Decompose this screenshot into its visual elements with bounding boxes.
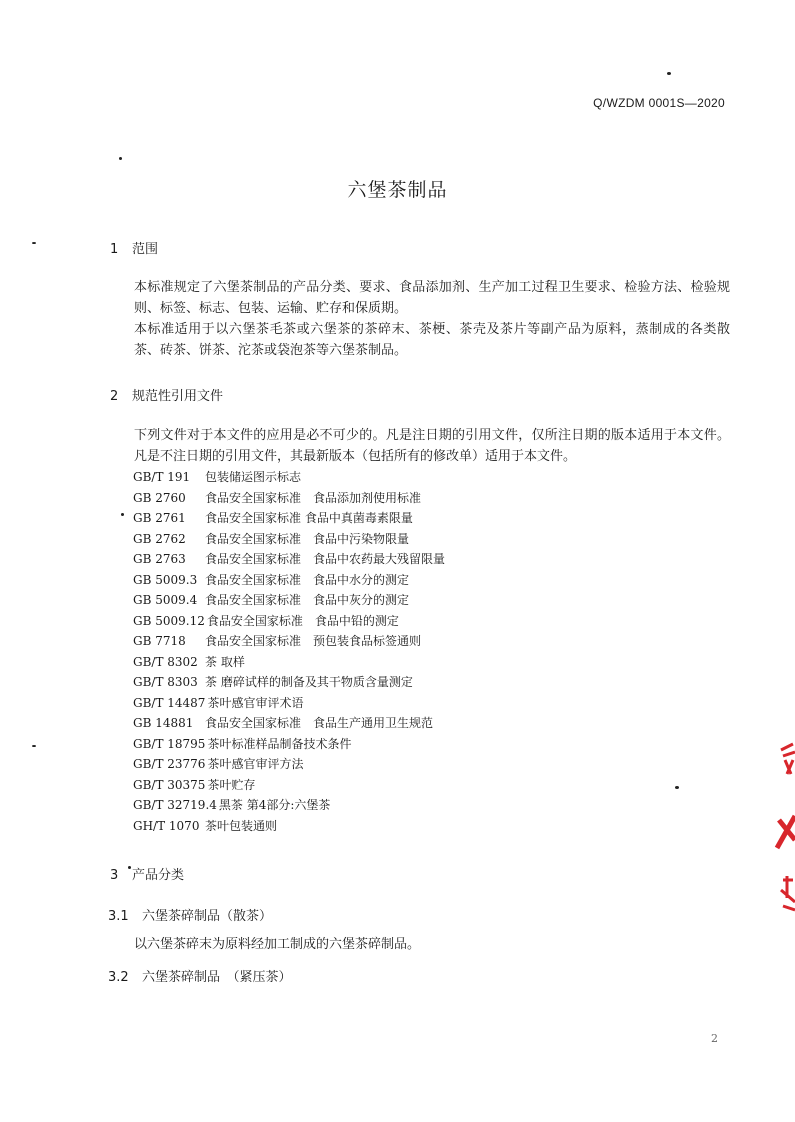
scan-speck xyxy=(667,72,671,75)
reference-code: GB 7718 xyxy=(133,634,186,648)
reference-title: 茶 取样 xyxy=(205,654,245,669)
reference-item xyxy=(133,672,445,693)
scope-paragraph-2: 本标准适用于以六堡茶毛茶或六堡茶的茶碎末、茶梗、茶壳及茶片等副产品为原料，蒸制成的各类散茶、砖茶、饼茶、沱茶或袋泡茶等六堡茶制品。 xyxy=(134,322,730,358)
reference-code: GB 2760 xyxy=(133,490,186,505)
scan-speck xyxy=(675,786,679,789)
references-intro: 下列文件对于本文件的应用是必不可少的。凡是注日期的引用文件，仅所注日期的版本适用于本文件。凡是不注日期的引用文件，其最新版本（包括所有的修改单）适用于本文件。 xyxy=(134,428,730,464)
reference-code: GB 2762 xyxy=(133,531,186,546)
subsection-number: 3.1 xyxy=(108,909,129,924)
section-number: 1 xyxy=(110,242,119,257)
reference-item xyxy=(133,549,445,570)
reference-code: GB/T 8302 xyxy=(133,654,198,669)
section-title: 范围 xyxy=(132,242,159,257)
subsection-3-1-heading xyxy=(108,905,272,924)
reference-item xyxy=(133,754,445,775)
scan-speck xyxy=(32,242,36,244)
section-2-intro xyxy=(108,425,730,467)
reference-item xyxy=(133,713,445,734)
reference-title: 食品安全国家标准 食品中铅的测定 xyxy=(206,613,399,628)
reference-title: 黑茶 第4部分:六堡茶 xyxy=(218,798,331,812)
section-number: 3 xyxy=(110,868,119,883)
scan-speck xyxy=(32,745,36,747)
reference-item xyxy=(133,570,445,591)
section-1-heading xyxy=(110,238,158,257)
reference-list xyxy=(133,467,445,836)
scan-speck xyxy=(121,513,124,516)
reference-title: 茶叶标准样品制备技术条件 xyxy=(207,736,352,751)
page-number: 2 xyxy=(711,1032,718,1045)
reference-item xyxy=(133,508,445,529)
scan-speck xyxy=(128,866,131,869)
reference-title: 茶 磨碎试样的制备及其干物质含量测定 xyxy=(205,675,413,689)
reference-item xyxy=(133,775,445,796)
reference-item xyxy=(133,693,445,714)
scope-paragraph-1: 本标准规定了六堡茶制品的产品分类、要求、食品添加剂、生产加工过程卫生要求、检验方法、检验规则、标签、标志、包装、运输、贮存和保质期。 xyxy=(134,280,730,316)
reference-item xyxy=(133,529,445,550)
reference-title: 食品安全国家标准 食品中水分的测定 xyxy=(205,572,410,587)
subsection-number: 3.2 xyxy=(108,970,129,985)
reference-code: GB/T 18795 xyxy=(133,736,206,751)
reference-title: 包装储运图示标志 xyxy=(205,470,302,484)
reference-title: 食品安全国家标准 食品中农药最大残留限量 xyxy=(205,552,446,566)
reference-title: 茶叶感官审评方法 xyxy=(207,757,304,771)
subsection-title: 六堡茶碎制品（散茶） xyxy=(142,909,273,924)
reference-code: GB/T 191 xyxy=(133,470,191,484)
reference-item xyxy=(133,611,445,632)
standard-code: Q/WZDM 0001S—2020 xyxy=(593,96,725,110)
reference-title: 食品安全国家标准 食品生产通用卫生规范 xyxy=(205,716,434,730)
reference-item xyxy=(133,488,445,509)
reference-item xyxy=(133,652,445,673)
subsection-title: 六堡茶碎制品 （紧压茶） xyxy=(142,970,292,985)
reference-item xyxy=(133,816,445,837)
section-2-heading xyxy=(110,385,223,404)
reference-code: GB 2763 xyxy=(133,552,186,566)
red-seal-fragment xyxy=(769,730,795,920)
reference-title: 食品安全国家标准 食品中污染物限量 xyxy=(205,531,410,546)
section-title: 产品分类 xyxy=(132,868,185,883)
reference-item xyxy=(133,734,445,755)
reference-code: GB/T 32719.4 xyxy=(133,798,217,812)
reference-code: GH/T 1070 xyxy=(133,818,200,833)
reference-code: GB 5009.12 xyxy=(133,613,205,628)
reference-title: 食品安全国家标准 食品添加剂使用标准 xyxy=(205,490,422,505)
reference-item xyxy=(133,467,445,488)
subsection-3-1-body xyxy=(108,934,730,955)
reference-title: 食品安全国家标准 食品中灰分的测定 xyxy=(205,593,410,607)
reference-code: GB/T 14487 xyxy=(133,695,206,710)
section-title: 规范性引用文件 xyxy=(132,389,224,404)
reference-title: 食品安全国家标准 预包装食品标签通则 xyxy=(205,634,422,648)
scan-speck xyxy=(119,157,122,160)
reference-code: GB/T 30375 xyxy=(133,777,206,792)
reference-code: GB 14881 xyxy=(133,716,194,730)
section-1-body xyxy=(108,277,730,361)
reference-code: GB/T 23776 xyxy=(133,757,206,771)
reference-item xyxy=(133,631,445,652)
reference-title: 茶叶包装通则 xyxy=(205,818,278,833)
reference-code: GB 5009.3 xyxy=(133,572,198,587)
reference-title: 食品安全国家标准 食品中真菌毒素限量 xyxy=(205,511,413,525)
reference-title: 茶叶感官审评术语 xyxy=(207,695,304,710)
reference-item xyxy=(133,795,445,816)
section-3-heading xyxy=(110,864,184,883)
reference-item xyxy=(133,590,445,611)
subsection-3-2-heading xyxy=(108,966,292,985)
reference-code: GB 2761 xyxy=(133,511,186,525)
reference-title: 茶叶贮存 xyxy=(207,777,256,792)
document-title: 六堡茶制品 xyxy=(347,179,448,201)
reference-code: GB/T 8303 xyxy=(133,675,198,689)
section-number: 2 xyxy=(110,389,119,404)
subsection-3-1-text: 以六堡茶碎末为原料经加工制成的六堡茶碎制品。 xyxy=(134,937,421,952)
reference-code: GB 5009.4 xyxy=(133,593,198,607)
